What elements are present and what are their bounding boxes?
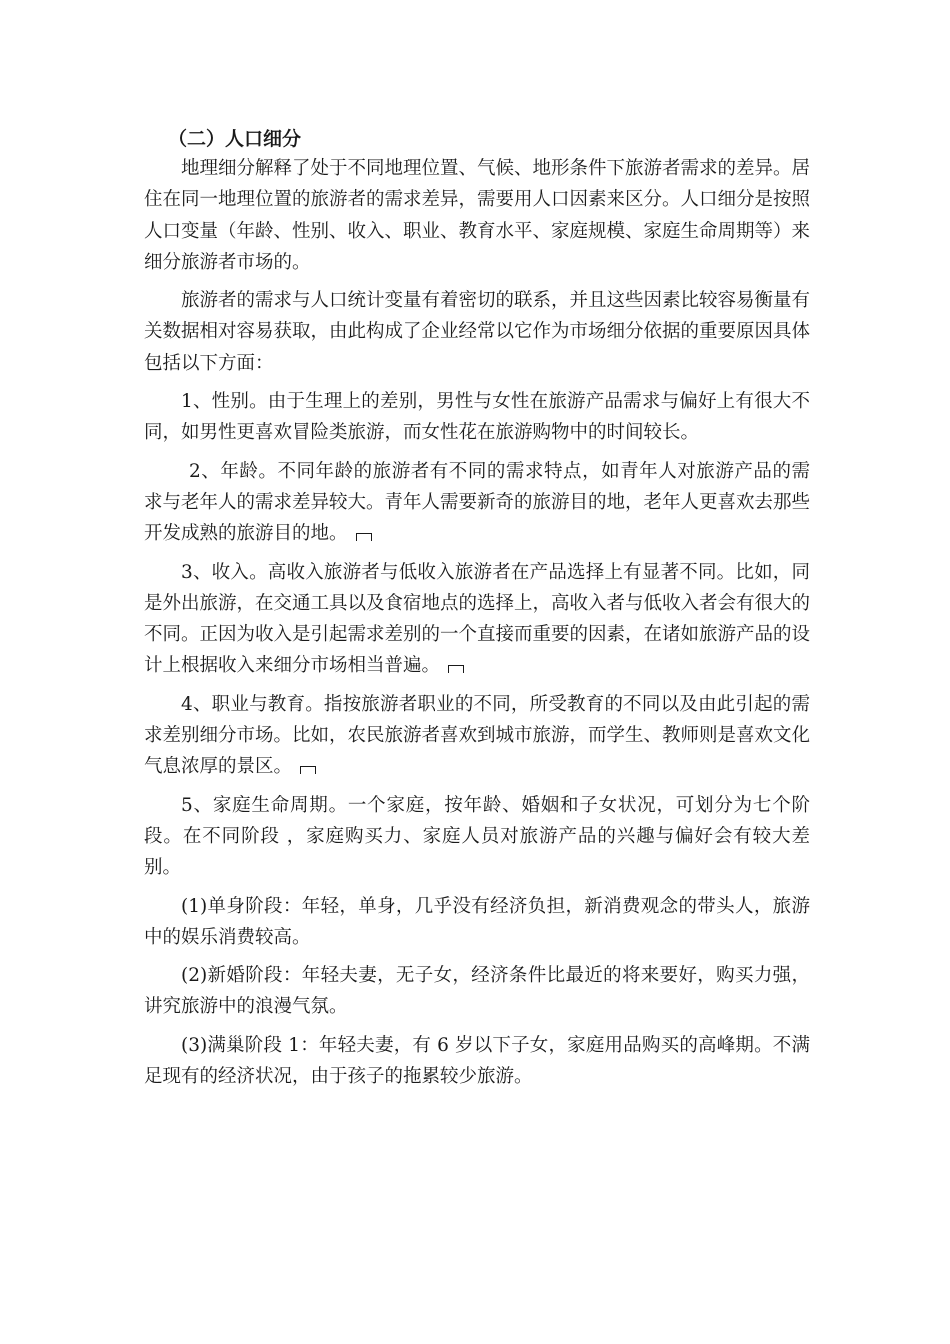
paragraph-text: 1、性别。由于生理上的差别，男性与女性在旅游产品需求与偏好上有很大不同，如男性更喜欢冒险类旅游，而女性花在旅游购物中的时间较长。 [144,391,810,444]
sub-list-item [144,960,810,1023]
paragraph-text: 5、家庭生命周期。一个家庭，按年龄、婚姻和子女状况，可划分为七个阶段。在不同阶段 ，家庭购买力、家庭人员对旅游产品的兴趣与偏好会有较大差别。 [144,794,810,879]
paragraph-text: (3)满巢阶段 1：年轻夫妻，有 6 岁以下子女，家庭用品购买的高峰期。不满足现有的经济状况，由于孩子的拖累较少旅游。 [144,1034,810,1088]
list-item [144,557,810,682]
list-item [144,689,810,783]
sub-list-item [144,891,810,954]
paragraph-text: 4、职业与教育。指按旅游者职业的不同，所受教育的不同以及由此引起的需求差别细分市场。比如，农民旅游者喜欢到城市旅游，而学生、教师则是喜欢文化气息浓厚的景区。 [144,693,811,778]
list-item [144,386,810,449]
list-item [144,456,810,550]
section-heading: （二）人口细分 [168,128,302,150]
paragraph-text: 2、年龄。不同年龄的旅游者有不同的需求特点，如青年人对旅游产品的需求与老年人的需求差异较大。青年人需要新奇的旅游目的地，老年人更喜欢去那些开发成熟的旅游目的地。 [144,460,811,545]
sub-list-item [144,1030,810,1093]
paragraph [144,153,810,278]
document-body [144,153,810,1099]
paragraph-text: (2)新婚阶段：年轻夫妻，无子女，经济条件比最近的将来要好，购买力强，讲究旅游中的浪漫气氛。 [144,965,810,1018]
paragraph-text: (1)单身阶段：年轻，单身，几乎没有经济负担，新消费观念的带头人，旅游中的娱乐消费较高。 [144,895,810,948]
list-item [144,790,810,884]
paragraph-mark-icon [300,766,316,774]
paragraph [144,285,810,379]
paragraph-mark-icon [356,533,372,541]
paragraph-text: 旅游者的需求与人口统计变量有着密切的联系，并且这些因素比较容易衡量有关数据相对容易获取，由此构成了企业经常以它作为市场细分依据的重要原因具体包括以下方面： [144,290,811,374]
paragraph-text: 3、收入。高收入旅游者与低收入旅游者在产品选择上有显著不同。比如，同是外出旅游，在交通工具以及食宿地点的选择上，高收入者与低收入者会有很大的不同。正因为收入是引起需求差别的一个直接而重要的因素，在诸如旅游产品的设计上根据收入来细分市场相当普遍。 [144,561,811,677]
paragraph-mark-icon [448,665,464,673]
paragraph-text: 地理细分解释了处于不同地理位置、气候、地形条件下旅游者需求的差异。居住在同一地理位置的旅游者的需求差异，需要用人口因素来区分。人口细分是按照人口变量（年龄、性别、收入、职业、教育水平、家庭规模、家庭生命周期等）来细分旅游者市场的。 [144,158,811,273]
